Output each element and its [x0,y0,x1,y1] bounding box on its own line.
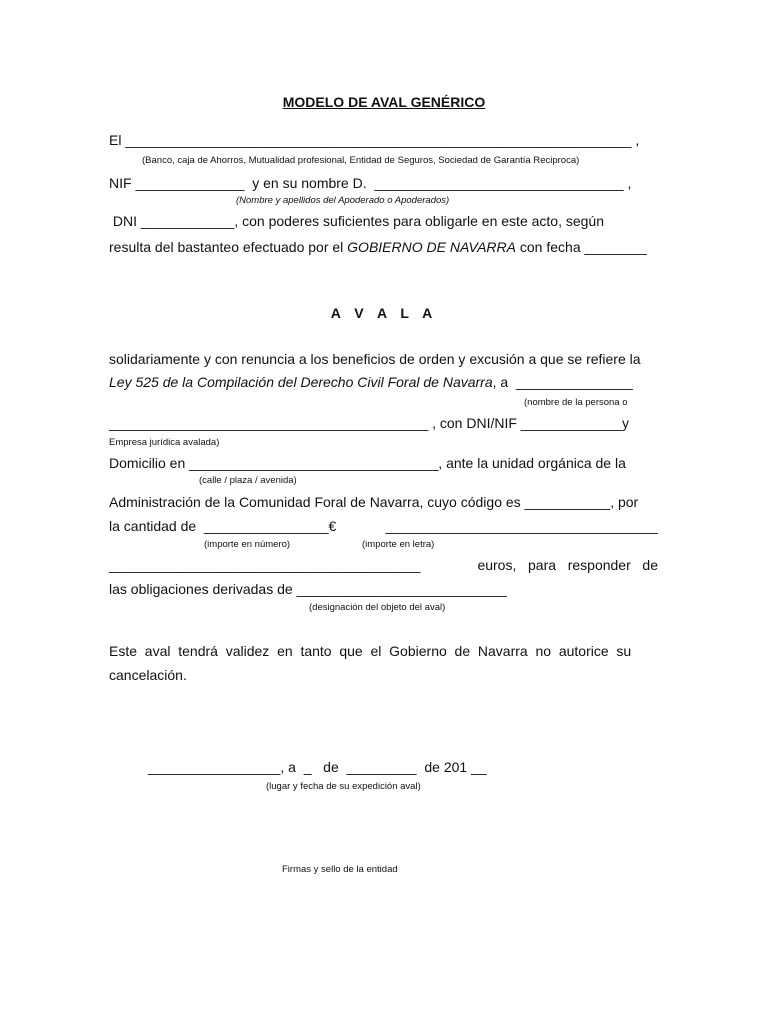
fecha-text: con fecha ________ [516,239,647,255]
bastanteo-line [109,238,658,256]
document-title: MODELO DE AVAL GENÉRICO [282,94,486,110]
company-note: Empresa jurídica avalada) [109,437,220,448]
nif-representative-line: NIF ______________ y en su nombre D. ________________________________ , [109,175,632,191]
euros-line [109,556,658,574]
solidariamente-line: solidariamente y con renuncia a los beneficios de orden y excusión a que se refiere la [109,351,641,367]
administracion-line: Administración de la Comunidad Foral de Navarra, cuyo código es ___________, por [109,494,639,510]
gobierno-navarra-text: GOBIERNO DE NAVARRA [347,239,516,255]
address-note: (calle / plaza / avenida) [199,475,297,486]
avala-heading: A V A L A [330,305,438,321]
amount-number-note: (importe en número) [204,539,291,550]
ley-525-line [109,373,658,391]
validity-line: Este aval tendrá validez en tanto que el Gobierno de Navarra no autorice su [109,643,632,659]
obligaciones-line: las obligaciones derivadas de ___________________________ [109,581,507,597]
amount-number-blank: la cantidad de ________________€ [109,518,337,534]
dni-powers-line: DNI ____________, con poderes suficientes para obligarle en este acto, según [109,213,605,229]
date-place-line: _________________, a _ de _________ de 201 __ [148,759,487,775]
dni-nif-line: _________________________________________ , con DNI/NIF _____________y [109,415,630,431]
representative-note: (Nombre y apellidos del Apoderado o Apoderados) [236,195,450,206]
domicilio-line: Domicilio en ________________________________, ante la unidad orgánica de la [109,455,626,471]
person-name-note: (nombre de la persona o [524,397,628,408]
amount-words-blank: ________________________________________ [109,557,421,573]
ley-525-text: Ley 525 de la Compilación del Derecho Civil Foral de Navarra [109,374,493,390]
object-note: (designación del objeto del aval) [309,602,446,613]
euros-text: euros, para responder de [477,557,658,573]
amount-letters-note: (importe en letra) [362,539,435,550]
signature-label: Firmas y sello de la entidad [282,864,398,875]
cancelacion-line: cancelación. [109,667,187,683]
avalado-blank: , a _______________ [492,374,633,390]
bank-type-note: (Banco, caja de Ahorros, Mutualidad profesional, Entidad de Seguros, Sociedad de Garantía Reciproca) [142,155,580,166]
cantidad-line [109,517,658,535]
bank-name-line: El _________________________________________________________________ , [109,132,640,148]
date-place-note: (lugar y fecha de su expedición aval) [266,781,421,792]
bastanteo-text: resulta del bastanteo efectuado por el [109,239,348,255]
amount-letters-blank: ___________________________________ [385,518,658,534]
